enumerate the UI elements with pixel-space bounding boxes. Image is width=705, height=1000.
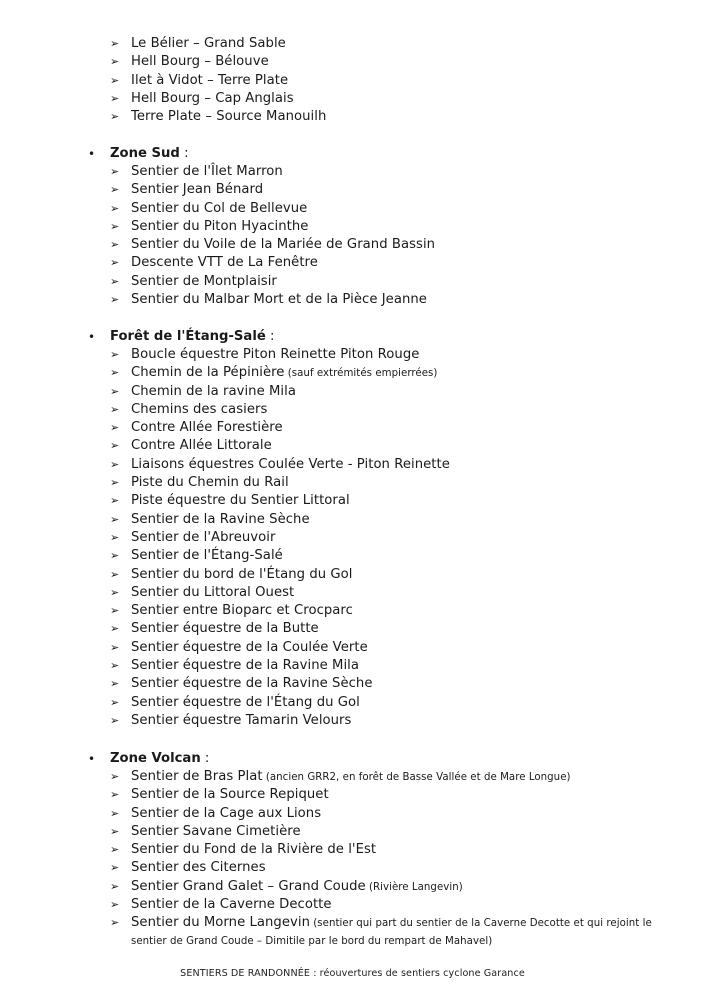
trail-list-item [0,511,705,529]
trail-name [131,492,350,510]
trail-list-item [0,492,705,510]
trail-list-item [0,620,705,638]
arrow-bullet-icon: ➢ [110,806,120,820]
trail-list-item [0,72,705,90]
trail-name [131,273,277,291]
trail-label: Sentier de Montplaisir [131,273,277,289]
trail-label: Sentier de l'Étang-Salé [131,548,283,564]
section-title: Zone Volcan : [110,751,210,766]
trail-name [131,823,301,841]
section-heading-zone-sud [0,145,705,163]
trail-list-item [0,805,705,823]
trail-list-item [0,896,705,914]
trail-name [131,90,294,108]
trail-label: Sentier équestre Tamarin Velours [131,712,352,728]
arrow-bullet-icon: ➢ [110,348,120,361]
trail-name [131,841,376,859]
page-footer: SENTIERS DE RANDONNÉE : réouvertures de sentiers cyclone Garance [180,968,525,979]
arrow-bullet-icon: ➢ [110,898,120,912]
trail-name [131,566,353,584]
trail-list-item [0,346,705,364]
trail-note: (Rivière Langevin) [365,881,463,893]
arrow-bullet-icon: ➢ [110,916,120,930]
trail-label: Ilet à Vidot – Terre Plate [131,72,289,88]
trail-list-item [0,437,705,455]
trail-label: Liaisons équestres Coulée Verte - Piton Reinette [131,456,450,472]
trail-list-item [0,786,705,804]
arrow-bullet-icon: ➢ [110,622,120,636]
trail-name [131,547,283,565]
foret-etang-sale-trail-list [0,346,705,730]
arrow-bullet-icon: ➢ [110,512,120,526]
arrow-bullet-icon: ➢ [110,183,120,197]
trail-list-item [0,823,705,841]
trail-name [131,254,318,272]
trail-label: Sentier Grand Galet – Grand Coude [131,878,366,894]
bullet-icon: • [88,752,96,766]
trail-list-item [0,401,705,419]
trail-name [131,768,571,787]
trail-list-item [0,639,705,657]
trail-label: Sentier du Malbar Mort et de la Pièce Jeanne [131,292,427,308]
trail-name [131,657,359,675]
arrow-bullet-icon: ➢ [110,695,120,709]
bullet-icon: • [88,147,96,161]
trail-label: Sentier de la Source Repiquet [131,787,329,803]
arrow-bullet-icon: ➢ [110,770,120,783]
trail-name [131,529,275,547]
trail-name [131,474,289,492]
trail-list-item [0,694,705,712]
arrow-bullet-icon: ➢ [110,55,120,69]
arrow-bullet-icon: ➢ [110,201,120,215]
trail-name [131,108,326,126]
trail-name [131,694,360,712]
trail-label: Contre Allée Littorale [131,438,272,454]
trail-label: Chemin de la Pépinière [131,365,285,381]
trail-list-item [0,236,705,254]
trail-list-item [0,35,705,53]
section-title: Zone Sud : [110,146,189,161]
trail-label: Chemin de la ravine Mila [131,383,296,399]
arrow-bullet-icon: ➢ [110,476,120,490]
trail-list-item [0,218,705,236]
trail-name [131,805,321,823]
trail-list-item [0,181,705,199]
trail-name [131,786,329,804]
trail-label: Sentier de la Caverne Decotte [131,897,332,913]
trail-list-item [0,584,705,602]
trail-label: Sentier de l'Abreuvoir [131,529,276,545]
trail-name [131,291,427,309]
trail-name [131,181,263,199]
arrow-bullet-icon: ➢ [110,824,120,838]
zone-sud-trail-list [0,163,705,309]
trail-list-item [0,529,705,547]
arrow-bullet-icon: ➢ [110,274,120,288]
trail-list-item [0,53,705,71]
trail-label: Sentier équestre de l'Étang du Gol [131,694,360,710]
trail-name [131,914,663,950]
arrow-bullet-icon: ➢ [110,384,120,398]
trail-name [131,620,319,638]
section-heading-foret-etang-sale [0,328,705,346]
bullet-icon: • [88,330,96,344]
trail-name [131,72,288,90]
trail-name [131,200,307,218]
section-title: Forêt de l'Étang-Salé : [110,329,275,344]
trail-label: Sentier du Morne Langevin [131,915,310,931]
trail-list-item [0,273,705,291]
trail-list-item [0,914,705,950]
trail-note: (sentier qui part du sentier de la Caverne Decotte et qui rejoint le sentier de Grand Coude – Dimitile par le bord du rempart de Mahavel) [131,918,652,948]
trail-list-item [0,364,705,382]
arrow-bullet-icon: ➢ [110,402,120,416]
trail-name [131,383,296,401]
trail-name [131,53,269,71]
arrow-bullet-icon: ➢ [110,256,120,270]
trail-name [131,859,266,877]
trail-name [131,712,351,730]
arrow-bullet-icon: ➢ [110,366,120,380]
arrow-bullet-icon: ➢ [110,879,120,893]
trail-label: Sentier du Fond de la Rivière de l'Est [131,842,377,858]
trail-label: Chemins des casiers [131,401,268,417]
trail-list-item [0,547,705,565]
arrow-bullet-icon: ➢ [110,861,120,875]
trail-list-item [0,474,705,492]
cirques-trail-list [0,35,705,126]
trail-label: Sentier de Bras Plat [131,769,263,784]
arrow-bullet-icon: ➢ [110,788,120,802]
trail-label: Piste du Chemin du Rail [131,475,289,491]
trail-list-item [0,254,705,272]
trail-label: Le Bélier – Grand Sable [131,36,286,51]
arrow-bullet-icon: ➢ [110,91,120,105]
trail-label: Sentier du Piton Hyacinthe [131,218,309,234]
trail-name [131,346,419,364]
trail-name [131,878,463,897]
arrow-bullet-icon: ➢ [110,238,120,252]
trail-label: Boucle équestre Piton Reinette Piton Rouge [131,347,420,362]
trail-label: Terre Plate – Source Manouilh [131,109,327,125]
trail-note: (ancien GRR2, en forêt de Basse Vallée et de Mare Longue) [262,772,571,783]
trail-name [131,675,373,693]
trail-name [131,437,272,455]
trail-note: (sauf extrémités empierrées) [284,368,438,380]
trail-label: Hell Bourg – Cap Anglais [131,90,294,106]
trail-name [131,163,283,181]
trail-label: Piste équestre du Sentier Littoral [131,493,350,509]
arrow-bullet-icon: ➢ [110,713,120,727]
trail-list-item [0,291,705,309]
trail-name [131,602,353,620]
trail-name [131,639,368,657]
arrow-bullet-icon: ➢ [110,640,120,654]
trail-label: Sentier du bord de l'Étang du Gol [131,566,353,582]
trail-list-item [0,675,705,693]
arrow-bullet-icon: ➢ [110,530,120,544]
arrow-bullet-icon: ➢ [110,37,120,50]
arrow-bullet-icon: ➢ [110,110,120,124]
arrow-bullet-icon: ➢ [110,293,120,307]
trail-name [131,236,435,254]
trail-label: Sentier du Littoral Ouest [131,584,295,600]
trail-name [131,584,294,602]
trail-name [131,896,332,914]
trail-name [131,456,450,474]
trail-list-item [0,566,705,584]
trail-label: Sentier du Voile de la Mariée de Grand Bassin [131,237,436,253]
trail-list-item [0,768,705,786]
trail-list-item [0,90,705,108]
arrow-bullet-icon: ➢ [110,567,120,581]
trail-list-item [0,657,705,675]
trail-label: Sentier équestre de la Butte [131,621,319,637]
trail-name [131,419,283,437]
trail-label: Contre Allée Forestière [131,420,283,436]
arrow-bullet-icon: ➢ [110,439,120,453]
trail-list-item [0,419,705,437]
trail-list-item [0,602,705,620]
trail-list-item [0,859,705,877]
trail-name [131,218,308,236]
arrow-bullet-icon: ➢ [110,165,120,178]
arrow-bullet-icon: ➢ [110,659,120,673]
trail-label: Sentier entre Bioparc et Crocparc [131,603,353,619]
trail-label: Sentier du Col de Bellevue [131,200,308,216]
trail-name [131,511,310,529]
trail-label: Hell Bourg – Bélouve [131,54,269,70]
trail-name [131,401,267,419]
arrow-bullet-icon: ➢ [110,549,120,563]
arrow-bullet-icon: ➢ [110,585,120,599]
arrow-bullet-icon: ➢ [110,494,120,508]
trail-label: Sentier de la Cage aux Lions [131,805,322,821]
trail-list-item [0,456,705,474]
arrow-bullet-icon: ➢ [110,677,120,691]
trail-label: Sentier équestre de la Coulée Verte [131,639,368,655]
trail-label: Sentier équestre de la Ravine Mila [131,658,360,674]
trail-label: Sentier Savane Cimetière [131,823,301,839]
arrow-bullet-icon: ➢ [110,219,120,233]
arrow-bullet-icon: ➢ [110,843,120,857]
trail-list-item [0,712,705,730]
trail-list-item [0,163,705,181]
trail-label: Sentier des Citernes [131,860,266,876]
zone-volcan-trail-list [0,768,705,950]
trail-list-item [0,878,705,896]
arrow-bullet-icon: ➢ [110,421,120,435]
arrow-bullet-icon: ➢ [110,457,120,471]
arrow-bullet-icon: ➢ [110,604,120,618]
trail-list-item [0,383,705,401]
trail-label: Sentier de l'Îlet Marron [131,164,283,179]
trail-label: Sentier équestre de la Ravine Sèche [131,676,373,692]
trail-name [131,364,437,383]
trail-label: Sentier de la Ravine Sèche [131,511,310,527]
trail-label: Sentier Jean Bénard [131,182,264,198]
trail-list-item [0,841,705,859]
trail-list-item [0,200,705,218]
trail-name [131,35,286,53]
trail-list-item [0,108,705,126]
arrow-bullet-icon: ➢ [110,73,120,87]
trail-label: Descente VTT de La Fenêtre [131,255,318,271]
section-heading-zone-volcan [0,750,705,768]
